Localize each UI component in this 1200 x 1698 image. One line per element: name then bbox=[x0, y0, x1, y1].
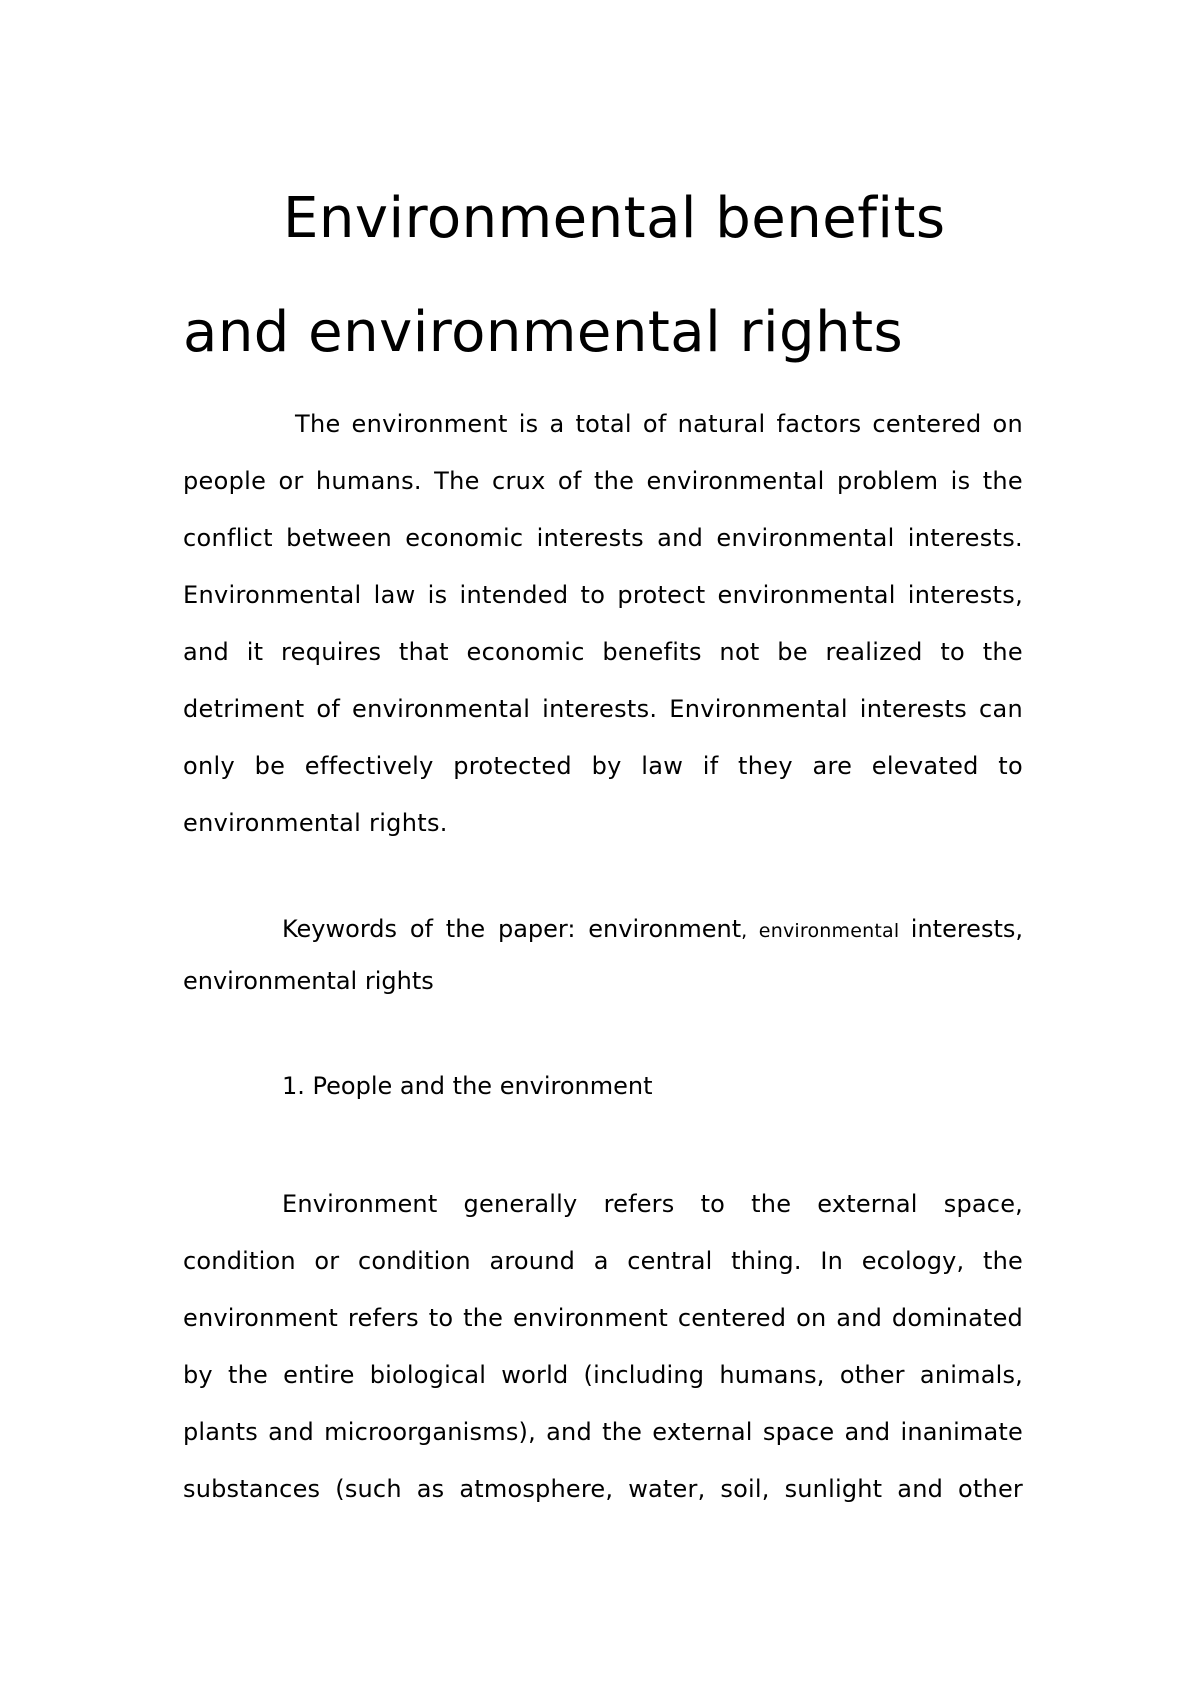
document-title-line-2: and environmental rights bbox=[183, 300, 904, 365]
document-title-line-1: Environmental benefits bbox=[283, 186, 946, 251]
keywords-line bbox=[183, 904, 1023, 1006]
section-1-paragraph: Environment generally refers to the external space, condition or condition around a central thing. In ecology, the environment refers to the environment centered on and dominated by the entire biological world (including humans, other animals, plants and microorganisms), and the external space and inanimate substances (such as atmosphere, water, soil, sunlight and other bbox=[183, 1190, 1023, 1503]
keywords-part-1: Keywords of the paper: environment bbox=[282, 915, 742, 943]
section-1-heading: 1. People and the environment bbox=[282, 1072, 653, 1100]
keywords-part-2: , environmental bbox=[741, 920, 911, 942]
keywords-part-3: interests, environmental rights bbox=[183, 915, 1023, 995]
abstract-paragraph: The environment is a total of natural factors centered on people or humans. The crux of the environmental problem is the conflict between economic interests and environmental interests. Environmental law is intended to protect environmental interests, and it requires that economic benefits not be realized to the detriment of environmental interests. Environmental interests can only be effectively protected by law if they are elevated to environmental rights. bbox=[183, 410, 1023, 837]
